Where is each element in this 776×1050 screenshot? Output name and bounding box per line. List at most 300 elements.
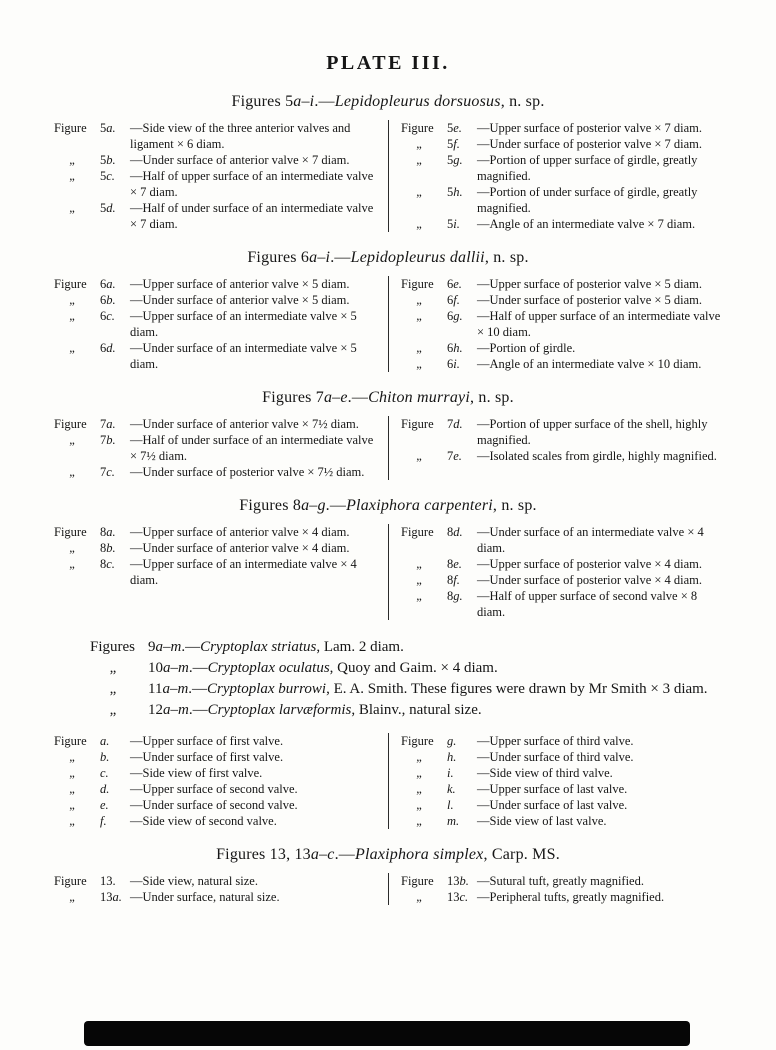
left-column	[54, 416, 388, 480]
species-name: Cryptoplax oculatus	[207, 660, 330, 676]
figures-label: „	[109, 681, 117, 697]
figure-section	[54, 389, 722, 480]
figure-label: „	[69, 169, 75, 183]
figure-entry	[401, 889, 722, 905]
left-column	[54, 873, 388, 905]
figure-letter: b.	[459, 874, 469, 888]
figure-entry	[401, 749, 722, 765]
figure-label: „	[69, 541, 75, 555]
figure-label: „	[69, 465, 75, 479]
figure-entry	[54, 200, 376, 232]
figure-letter: g.	[447, 734, 457, 748]
figure-entry	[54, 292, 376, 308]
figure-label: „	[416, 309, 422, 323]
figure-letter: d.	[100, 782, 110, 796]
figure-letter: e.	[453, 277, 462, 291]
figure-id	[447, 797, 477, 813]
figure-label: Figure	[54, 874, 87, 888]
figures-label: „	[109, 702, 117, 718]
figure-description: —Side view of the three anterior valves and ligament × 6 diam.	[130, 121, 351, 151]
figure-entry	[401, 873, 722, 889]
figure-letter: i.	[453, 357, 460, 371]
figure-letter: b.	[106, 541, 116, 555]
figure-id	[447, 136, 477, 152]
figure-id	[447, 749, 477, 765]
figure-description: —Upper surface of an intermediate valve × 4 diam.	[130, 557, 357, 587]
figure-label: „	[416, 341, 422, 355]
heading-lead: Figures 6	[247, 249, 310, 266]
figure-number: 5	[447, 121, 454, 135]
figure-entry	[401, 781, 722, 797]
figure-label: „	[69, 341, 75, 355]
figure-id	[447, 416, 477, 448]
figure-letter: d.	[106, 201, 116, 215]
figure-entry	[401, 416, 722, 448]
figure-description: —Side view, natural size.	[130, 874, 258, 888]
figure-entry	[54, 432, 376, 464]
figure-label: „	[416, 449, 422, 463]
figure-id	[447, 873, 477, 889]
figure-section	[54, 497, 722, 620]
figure-id	[100, 781, 130, 797]
figure-entry	[54, 464, 376, 480]
two-column-figure-list	[54, 276, 722, 372]
figure-letter: b.	[106, 433, 116, 447]
figure-number: 5	[447, 137, 454, 151]
figure-id	[100, 340, 130, 372]
figure-id	[447, 889, 477, 905]
figure-label: Figure	[401, 277, 434, 291]
figure-entry	[54, 733, 376, 749]
figure-label: „	[416, 766, 422, 780]
figure-id	[100, 292, 130, 308]
figure-number: 6	[447, 341, 454, 355]
figure-entry	[401, 292, 722, 308]
figure-range: a–m	[162, 681, 189, 697]
figure-description: —Under surface, natural size.	[130, 890, 280, 904]
figure-label: „	[69, 798, 75, 812]
right-column	[388, 873, 722, 905]
figure-range: a–m	[163, 702, 189, 718]
figure-entry	[54, 781, 376, 797]
figure-description: —Half of under surface of an intermediate valve × 7½ diam.	[130, 433, 374, 463]
species-heading-line	[90, 658, 722, 679]
figure-label: Figure	[401, 734, 434, 748]
figure-description: —Under surface of posterior valve × 7 diam.	[477, 137, 703, 151]
figure-entry	[54, 152, 376, 168]
figure-letter: a.	[106, 525, 116, 539]
figure-description: —Under surface of last valve.	[477, 798, 628, 812]
figure-description: —Angle of an intermediate valve × 10 diam.	[477, 357, 702, 371]
figure-label: „	[416, 798, 422, 812]
figure-id	[100, 276, 130, 292]
figure-letter: h.	[453, 185, 463, 199]
figure-entry	[54, 749, 376, 765]
figure-label: „	[69, 201, 75, 215]
figure-entry	[401, 136, 722, 152]
figure-description: —Under surface of anterior valve × 7 diam.	[130, 153, 350, 167]
species-name: Plaxiphora simplex	[355, 846, 484, 863]
figure-entry	[401, 448, 722, 464]
figure-letter: h.	[447, 750, 457, 764]
figure-id	[447, 340, 477, 356]
figure-description: —Upper surface of posterior valve × 7 diam.	[477, 121, 703, 135]
figure-id	[447, 356, 477, 372]
species-name: Lepidopleurus dorsuosus	[334, 93, 501, 110]
heading-suffix: , n. sp.	[500, 93, 545, 110]
figure-range: a–c	[310, 846, 335, 863]
figure-entry	[54, 168, 376, 200]
figure-entry	[54, 765, 376, 781]
right-column	[388, 120, 722, 232]
figure-number: 7	[447, 417, 454, 431]
figure-label: „	[69, 433, 75, 447]
two-column-figure-list	[54, 873, 722, 905]
figure-description: —Portion of girdle.	[477, 341, 576, 355]
figure-number: 5	[447, 185, 454, 199]
figure-id	[100, 749, 130, 765]
figure-entry	[401, 120, 722, 136]
figure-description: —Portion of under surface of girdle, greatly magnified.	[477, 185, 698, 215]
figure-id	[100, 765, 130, 781]
figure-id	[447, 572, 477, 588]
figure-description: —Portion of upper surface of the shell, highly magnified.	[477, 417, 708, 447]
right-column	[388, 276, 722, 372]
figure-section	[54, 249, 722, 372]
figure-number: 13	[100, 890, 113, 904]
figure-label: „	[416, 185, 422, 199]
two-column-figure-list	[54, 120, 722, 232]
figure-label: Figure	[54, 417, 87, 431]
figure-number: 6	[447, 309, 454, 323]
scan-artifact-bar	[84, 1021, 690, 1046]
figure-description: —Peripheral tufts, greatly magnified.	[477, 890, 665, 904]
figure-label: Figure	[401, 417, 434, 431]
figure-letter: m.	[447, 814, 460, 828]
figure-label: „	[69, 782, 75, 796]
figure-number: 5	[447, 153, 454, 167]
figure-entry	[54, 540, 376, 556]
figure-number: 5	[100, 121, 107, 135]
figure-number: 7	[100, 465, 107, 479]
figure-id	[447, 813, 477, 829]
figure-label: „	[416, 357, 422, 371]
figure-description: —Upper surface of last valve.	[477, 782, 628, 796]
figure-entry	[54, 524, 376, 540]
heading-suffix: , Carp. MS.	[483, 846, 560, 863]
figure-description: —Under surface of posterior valve × 4 diam.	[477, 573, 703, 587]
figure-id	[447, 448, 477, 464]
right-column	[388, 416, 722, 480]
page-title: PLATE III.	[326, 52, 450, 74]
figure-label: „	[416, 137, 422, 151]
figure-description: —Upper surface of second valve.	[130, 782, 298, 796]
figure-section	[54, 93, 722, 232]
figure-number: 6	[100, 293, 107, 307]
figure-range: a–g	[301, 497, 326, 514]
figure-label: Figure	[401, 121, 434, 135]
figure-label: „	[69, 750, 75, 764]
figure-entry	[401, 216, 722, 232]
figure-description: —Upper surface of anterior valve × 4 diam.	[130, 525, 350, 539]
heading-separator: .—	[334, 846, 355, 863]
figure-letter: a.	[100, 734, 110, 748]
figure-letter: e.	[453, 557, 462, 571]
heading-suffix: , n. sp.	[484, 249, 529, 266]
figure-id	[447, 292, 477, 308]
figure-entry	[54, 797, 376, 813]
figure-label: „	[416, 217, 422, 231]
figure-description: —Upper surface of first valve.	[130, 734, 284, 748]
figure-number: 6	[447, 293, 454, 307]
figure-number: 7	[100, 433, 107, 447]
figure-description: —Side view of last valve.	[477, 814, 607, 828]
figure-entry	[401, 524, 722, 556]
figure-number: 6	[100, 341, 107, 355]
figure-letter: a.	[106, 121, 116, 135]
figure-number: 8	[447, 573, 454, 587]
figure-range: a–e	[323, 389, 348, 406]
figure-id	[447, 216, 477, 232]
figure-section	[54, 846, 722, 905]
heading-lead: Figures 5	[231, 93, 294, 110]
figure-number: 8	[100, 541, 107, 555]
figure-description: —Portion of upper surface of girdle, greatly magnified.	[477, 153, 698, 183]
figure-label: „	[416, 750, 422, 764]
figure-id	[447, 765, 477, 781]
figure-description: —Angle of an intermediate valve × 7 diam.	[477, 217, 696, 231]
figure-number: 6	[447, 277, 454, 291]
figure-letter: d.	[106, 341, 116, 355]
figure-id	[100, 813, 130, 829]
figure-letter: d.	[453, 525, 463, 539]
figure-id	[447, 276, 477, 292]
figure-label: „	[69, 153, 75, 167]
figure-label: „	[69, 557, 75, 571]
figure-id	[447, 524, 477, 556]
section-heading	[54, 93, 722, 111]
figure-number: 8	[447, 589, 454, 603]
figure-entry	[401, 588, 722, 620]
figure-description: —Under surface of second valve.	[130, 798, 298, 812]
figure-description: —Under surface of an intermediate valve × 5 diam.	[130, 341, 357, 371]
figure-section	[54, 637, 722, 829]
figure-number: 5	[447, 217, 454, 231]
figure-range: a–i	[293, 93, 315, 110]
figure-id	[447, 588, 477, 620]
left-column	[54, 120, 388, 232]
figure-entry	[54, 308, 376, 340]
figure-id	[447, 556, 477, 572]
figure-entry	[54, 120, 376, 152]
heading-separator: .—	[188, 681, 208, 697]
figure-label: Figure	[54, 121, 87, 135]
figure-description: —Under surface of posterior valve × 5 diam.	[477, 293, 703, 307]
figure-entry	[401, 340, 722, 356]
figure-id	[447, 120, 477, 136]
species-name: Cryptoplax striatus	[200, 639, 317, 655]
figure-number: 12	[148, 702, 163, 718]
figures-label: Figures	[90, 639, 135, 655]
figure-label: „	[416, 153, 422, 167]
figure-id	[100, 873, 130, 889]
figure-entry	[401, 184, 722, 216]
figure-id	[100, 540, 130, 556]
figure-description: —Isolated scales from girdle, highly magnified.	[477, 449, 717, 463]
figure-label: Figure	[401, 874, 434, 888]
figure-letter: c.	[106, 309, 115, 323]
figure-description: —Half of upper surface of an intermediate valve × 7 diam.	[130, 169, 374, 199]
figure-entry	[54, 556, 376, 588]
figure-letter: l.	[447, 798, 454, 812]
heading-separator: .—	[330, 249, 351, 266]
figure-letter: b.	[106, 293, 116, 307]
figure-letter: c.	[106, 465, 115, 479]
figure-entry	[54, 416, 376, 432]
figure-number: 8	[447, 525, 454, 539]
figure-label: „	[416, 293, 422, 307]
heading-suffix: , Blainv., natural size.	[351, 702, 482, 718]
figure-description: —Upper surface of posterior valve × 5 diam.	[477, 277, 703, 291]
figure-description: —Under surface of posterior valve × 7½ diam.	[130, 465, 365, 479]
left-column	[54, 276, 388, 372]
figure-letter: k.	[447, 782, 456, 796]
figure-id	[100, 432, 130, 464]
figure-id	[100, 308, 130, 340]
heading-suffix: , n. sp.	[492, 497, 537, 514]
figure-letter: h.	[453, 341, 463, 355]
figure-id	[100, 168, 130, 200]
figure-entry	[401, 797, 722, 813]
figure-label: „	[69, 309, 75, 323]
figure-letter: e.	[453, 449, 462, 463]
two-column-figure-list	[54, 524, 722, 620]
figure-description: —Under surface of anterior valve × 4 diam.	[130, 541, 350, 555]
two-column-figure-list	[54, 733, 722, 829]
figure-description: —Half of upper surface of an intermediate valve × 10 diam.	[477, 309, 721, 339]
figure-letter: g.	[453, 589, 463, 603]
figure-letter: a.	[106, 417, 116, 431]
figure-entry	[54, 813, 376, 829]
figure-letter: c.	[100, 766, 109, 780]
figure-letter: i.	[447, 766, 454, 780]
figure-description: —Half of under surface of an intermediate valve × 7 diam.	[130, 201, 374, 231]
figure-label: „	[69, 293, 75, 307]
figure-number: 13	[447, 890, 460, 904]
heading-suffix: , Lam. 2 diam.	[316, 639, 404, 655]
figure-entry	[401, 308, 722, 340]
sections-container	[54, 93, 722, 905]
figure-label: „	[416, 557, 422, 571]
figure-label: „	[416, 814, 422, 828]
figure-description: —Upper surface of posterior valve × 4 diam.	[477, 557, 703, 571]
heading-suffix: , E. A. Smith. These figures were drawn by Mr Smith × 3 diam.	[326, 681, 708, 697]
figure-entry	[401, 813, 722, 829]
figure-label: „	[416, 782, 422, 796]
figure-number: 8	[100, 557, 107, 571]
species-heading-line	[90, 700, 722, 721]
figure-description: —Under surface of third valve.	[477, 750, 634, 764]
figure-entry	[401, 765, 722, 781]
figure-description: —Under surface of anterior valve × 7½ diam.	[130, 417, 359, 431]
species-name: Chiton murrayi	[368, 389, 470, 406]
left-column	[54, 524, 388, 620]
left-column	[54, 733, 388, 829]
species-name: Plaxiphora carpenteri	[346, 497, 493, 514]
heading-lead: Figures 7	[262, 389, 324, 406]
figure-range: a–m	[155, 639, 182, 655]
figure-label: Figure	[54, 277, 87, 291]
heading-separator: .—	[188, 660, 208, 676]
figure-letter: c.	[106, 169, 115, 183]
figure-number: 13.	[100, 874, 116, 888]
figure-label: „	[69, 766, 75, 780]
figure-number: 6	[447, 357, 454, 371]
figure-id	[100, 152, 130, 168]
figure-number: 11	[148, 681, 163, 697]
figure-entry	[401, 572, 722, 588]
figure-letter: g.	[453, 309, 463, 323]
figure-range: a–m	[163, 660, 189, 676]
figure-description: —Upper surface of anterior valve × 5 diam.	[130, 277, 350, 291]
figure-letter: c.	[459, 890, 469, 904]
figure-description: —Under surface of first valve.	[130, 750, 284, 764]
figure-label: „	[69, 814, 75, 828]
figure-label: „	[416, 573, 422, 587]
figure-id	[447, 733, 477, 749]
figure-id	[100, 733, 130, 749]
figure-id	[100, 120, 130, 152]
figure-number: 13	[447, 874, 460, 888]
figure-label: Figure	[54, 734, 87, 748]
figure-id	[447, 308, 477, 340]
figure-entry	[54, 276, 376, 292]
figure-description: —Under surface of anterior valve × 5 diam.	[130, 293, 350, 307]
species-name: Cryptoplax larvæformis	[207, 702, 352, 718]
species-heading-line	[90, 637, 722, 658]
figure-number: 5	[100, 153, 107, 167]
figure-description: —Upper surface of an intermediate valve × 5 diam.	[130, 309, 357, 339]
figure-letter: f.	[453, 293, 460, 307]
figure-id	[100, 797, 130, 813]
species-heading-line	[90, 679, 722, 700]
figure-label: „	[69, 890, 75, 904]
figure-number: 7	[100, 417, 107, 431]
figure-number: 10	[148, 660, 163, 676]
figure-letter: d.	[453, 417, 463, 431]
figure-letter: b.	[106, 153, 116, 167]
heading-separator: .—	[181, 639, 201, 655]
figure-entry	[401, 356, 722, 372]
heading-separator: .—	[325, 497, 347, 514]
figure-id	[447, 781, 477, 797]
figure-number: 5	[100, 201, 107, 215]
heading-suffix: , n. sp.	[470, 389, 514, 406]
figure-letter: f.	[100, 814, 107, 828]
section-heading	[54, 249, 722, 267]
figure-number: 5	[100, 169, 107, 183]
figure-letter: i.	[453, 217, 460, 231]
figure-letter: g.	[453, 153, 463, 167]
species-name: Cryptoplax burrowi	[207, 681, 327, 697]
figure-letter: a.	[112, 890, 122, 904]
figure-description: —Half of upper surface of second valve × 8 diam.	[477, 589, 698, 619]
figure-id	[447, 184, 477, 216]
figures-label: „	[109, 660, 117, 676]
figure-description: —Sutural tuft, greatly magnified.	[477, 874, 644, 888]
heading-lead: Figures 8	[239, 497, 302, 514]
figure-id	[100, 416, 130, 432]
